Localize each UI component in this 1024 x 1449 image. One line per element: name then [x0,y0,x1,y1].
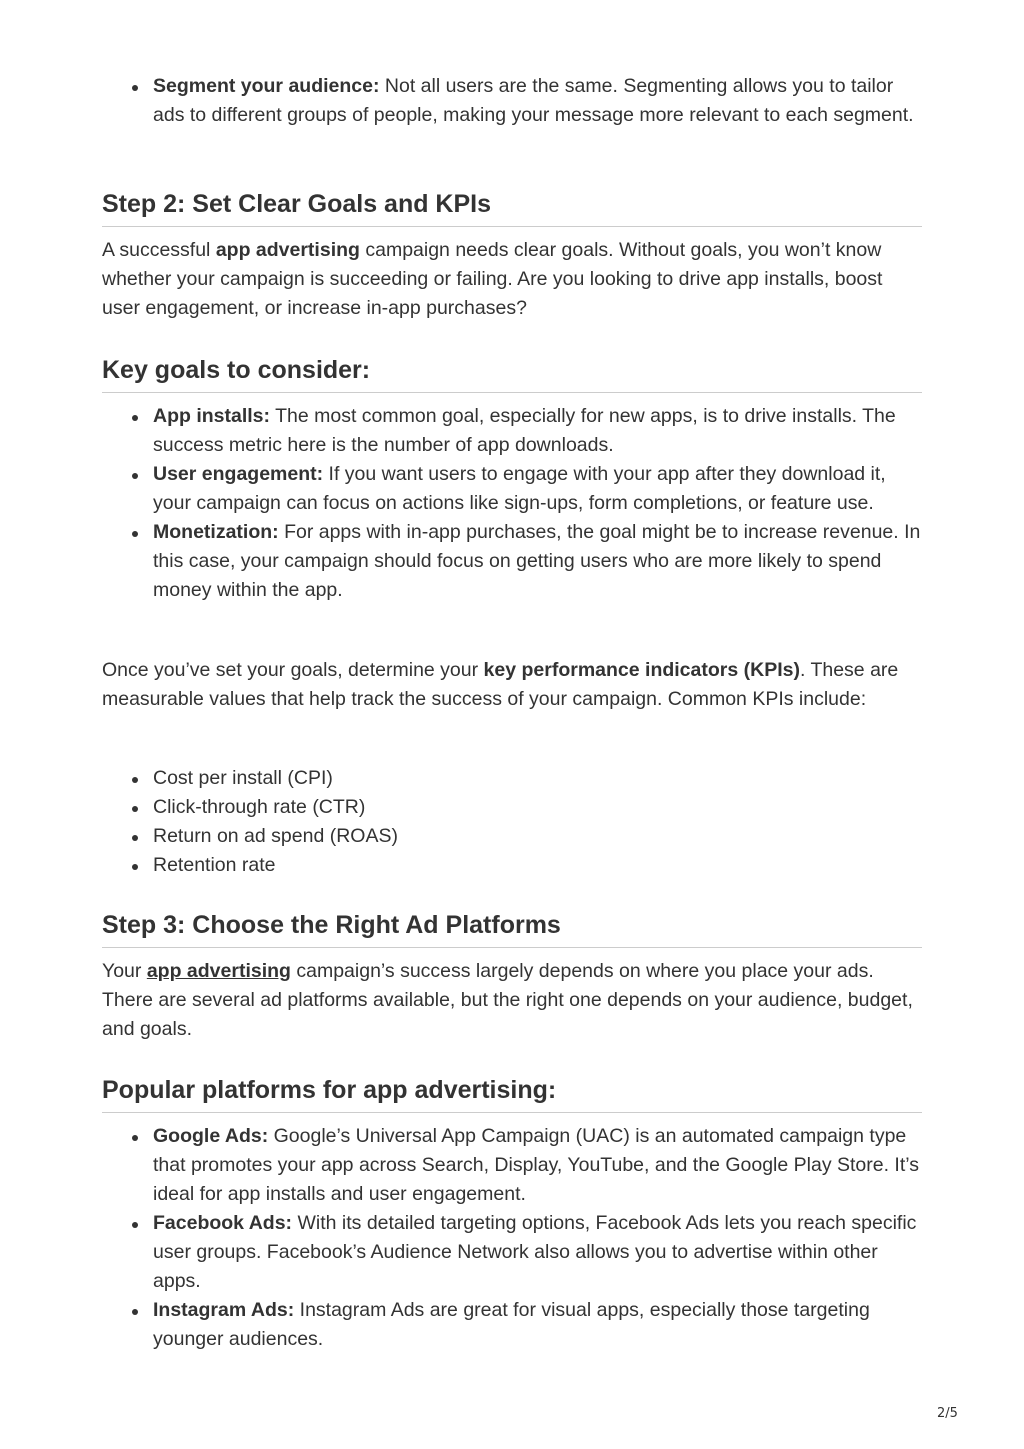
goals-list [102,402,922,605]
item-term: Monetization: [153,521,279,543]
list-item [102,460,922,518]
item-term: Facebook Ads: [153,1212,293,1234]
item-text: If you want users to engage with your app after they download it, your campaign can focus on actions like sign-ups, form completions, or feature use. [153,463,886,514]
key-goals-section [102,354,922,605]
segment-list [102,72,922,130]
kpi-list [102,764,922,880]
text-span: Your [102,960,147,982]
platforms-list [102,1122,922,1354]
item-text: Google’s Universal App Campaign (UAC) is an automated campaign type that promotes your app across Search, Display, YouTube, and the Google Play Store. It’s ideal for app installs and user engagement. [153,1125,919,1205]
item-text: The most common goal, especially for new apps, is to drive installs. The success metric here is the number of app downloads. [153,405,896,456]
item-term: Segment your audience: [153,75,380,97]
list-item [102,72,922,130]
section-heading: Step 2: Set Clear Goals and KPIs [102,188,922,227]
section-heading: Step 3: Choose the Right Ad Platforms [102,909,922,948]
item-text: Not all users are the same. Segmenting allows you to tailor ads to different groups of people, making your message more relevant to each segment. [153,75,914,126]
text-span: campaign needs clear goals. Without goals, you won’t know whether your campaign is succeeding or failing. Are you looking to drive app installs, boost user engagement, or increase in-app purchases? [102,239,883,319]
text-span: Once you’ve set your goals, determine your [102,659,484,681]
app-advertising-link[interactable]: app advertising [146,960,291,982]
paragraph [102,656,922,714]
item-term: Google Ads: [153,1125,269,1147]
section-heading: Popular platforms for app advertising: [102,1074,922,1113]
page-number: 2/5 [937,1406,958,1421]
list-item: Cost per install (CPI) [102,764,922,793]
text-span: campaign’s success largely depends on where you place your ads. There are several ad platforms available, but the right one depends on your audience, budget, and goals. [102,960,913,1040]
text-span: A successful [102,239,216,261]
list-item: Return on ad spend (ROAS) [102,822,922,851]
list-item: Retention rate [102,851,922,880]
item-term: Instagram Ads: [153,1299,295,1321]
list-item [102,1122,922,1209]
list-item [102,402,922,460]
step2-section [102,188,922,323]
list-item [102,518,922,605]
item-text: With its detailed targeting options, Facebook Ads lets you reach specific user groups. Facebook’s Audience Network also allows you to advertise within other apps. [153,1212,917,1292]
section-heading: Key goals to consider: [102,354,922,393]
platforms-section [102,1074,922,1354]
list-item [102,1296,922,1354]
item-term: User engagement: [153,463,324,485]
bold-term: app advertising [215,239,360,261]
paragraph [102,957,922,1044]
item-text: Instagram Ads are great for visual apps, especially those targeting younger audiences. [153,1299,870,1350]
step3-section [102,909,922,1044]
text-span: . These are measurable values that help track the success of your campaign. Common KPIs include: [102,659,899,710]
item-term: App installs: [153,405,271,427]
list-item: Click-through rate (CTR) [102,793,922,822]
bold-term: key performance indicators (KPIs) [483,659,800,681]
item-text: For apps with in-app purchases, the goal might be to increase revenue. In this case, your campaign should focus on getting users who are more likely to spend money within the app. [153,521,921,601]
paragraph [102,236,922,323]
list-item [102,1209,922,1296]
